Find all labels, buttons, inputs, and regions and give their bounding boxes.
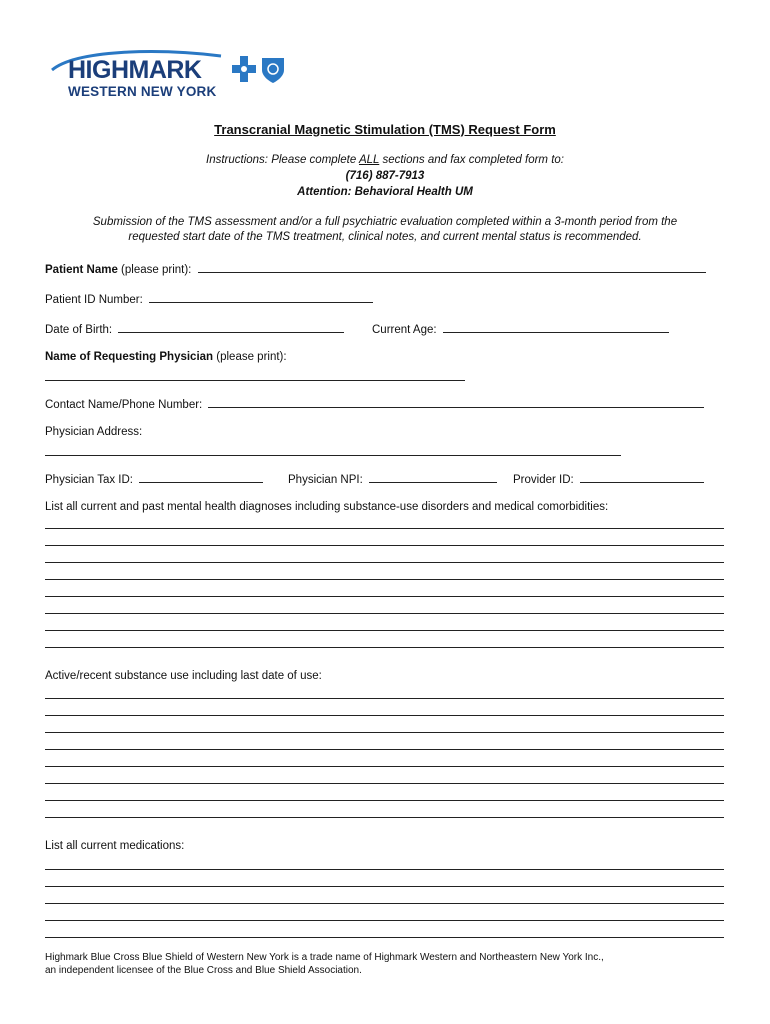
diagnoses-line[interactable] <box>45 596 724 597</box>
age-row <box>372 321 669 336</box>
physician-name-field[interactable] <box>45 380 465 381</box>
patient-name-row <box>45 261 706 276</box>
attention-line: Attention: Behavioral Health UM <box>297 186 473 198</box>
medications-line[interactable] <box>45 920 724 921</box>
diagnoses-label: List all current and past mental health diagnoses including substance-use disorders and medical comorbidities: <box>45 501 609 513</box>
npi-label: Physician NPI: <box>288 474 366 486</box>
physician-address-field[interactable] <box>45 455 621 456</box>
contact-label: Contact Name/Phone Number: <box>45 399 206 411</box>
diagnoses-line[interactable] <box>45 579 724 580</box>
substance-line[interactable] <box>45 732 724 733</box>
physician-name-hint: (please print): <box>213 351 287 363</box>
contact-field[interactable] <box>208 396 704 408</box>
instructions-emphasis: ALL <box>358 154 380 166</box>
age-field[interactable] <box>443 321 669 333</box>
dob-field[interactable] <box>118 321 344 333</box>
substance-line[interactable] <box>45 817 724 818</box>
medications-label: List all current medications: <box>45 840 185 852</box>
substance-line[interactable] <box>45 698 724 699</box>
diagnoses-line[interactable] <box>45 545 724 546</box>
provider-id-row <box>513 471 704 486</box>
instructions-prefix: Instructions: Please complete <box>206 154 359 166</box>
blue-cross-icon <box>232 56 256 82</box>
fax-number: (716) 887-7913 <box>345 170 425 182</box>
tax-id-field[interactable] <box>139 471 263 483</box>
physician-name-row <box>45 351 287 363</box>
patient-name-label: Patient Name <box>45 264 118 276</box>
tax-id-label: Physician Tax ID: <box>45 474 137 486</box>
patient-id-field[interactable] <box>149 291 373 303</box>
patient-name-field[interactable] <box>198 261 706 273</box>
substance-line[interactable] <box>45 715 724 716</box>
blue-shield-icon <box>262 58 284 83</box>
diagnoses-line[interactable] <box>45 528 724 529</box>
substance-line[interactable] <box>45 783 724 784</box>
medications-line[interactable] <box>45 937 724 938</box>
logo-brand-text: HIGHMARK <box>68 56 202 84</box>
medications-line[interactable] <box>45 869 724 870</box>
diagnoses-line[interactable] <box>45 613 724 614</box>
patient-id-label: Patient ID Number: <box>45 294 146 306</box>
instructions-line <box>0 154 770 166</box>
substance-label: Active/recent substance use including last date of use: <box>45 670 322 682</box>
provider-id-field[interactable] <box>580 471 704 483</box>
diagnoses-line[interactable] <box>45 647 724 648</box>
logo-marks <box>232 56 294 86</box>
substance-line[interactable] <box>45 800 724 801</box>
diagnoses-line[interactable] <box>45 562 724 563</box>
dob-label: Date of Birth: <box>45 324 116 336</box>
dob-row <box>45 321 344 336</box>
patient-id-row <box>45 291 373 306</box>
submission-note-line2: requested start date of the TMS treatment, clinical notes, and current mental status is recommended. <box>128 231 642 243</box>
physician-address-label: Physician Address: <box>45 426 143 438</box>
substance-line[interactable] <box>45 749 724 750</box>
substance-line[interactable] <box>45 766 724 767</box>
npi-row <box>288 471 497 486</box>
contact-row <box>45 396 704 411</box>
diagnoses-line[interactable] <box>45 630 724 631</box>
age-label: Current Age: <box>372 324 440 336</box>
submission-note-line1: Submission of the TMS assessment and/or a full psychiatric evaluation completed within a 3-month period from the <box>92 216 678 228</box>
logo-region-text: WESTERN NEW YORK <box>68 84 217 99</box>
instructions-suffix: sections and fax completed form to: <box>379 154 564 166</box>
highmark-logo <box>46 48 306 104</box>
medications-line[interactable] <box>45 903 724 904</box>
tax-id-row <box>45 471 263 486</box>
medications-line[interactable] <box>45 886 724 887</box>
footer-line2: an independent licensee of the Blue Cross and Blue Shield Association. <box>45 965 362 976</box>
npi-field[interactable] <box>369 471 497 483</box>
form-title: Transcranial Magnetic Stimulation (TMS) Request Form <box>214 122 556 137</box>
provider-id-label: Provider ID: <box>513 474 577 486</box>
footer-line1: Highmark Blue Cross Blue Shield of Western New York is a trade name of Highmark Western and Northeastern New York Inc., <box>45 952 604 963</box>
patient-name-hint: (please print): <box>117 264 195 276</box>
physician-name-label: Name of Requesting Physician <box>45 351 214 363</box>
